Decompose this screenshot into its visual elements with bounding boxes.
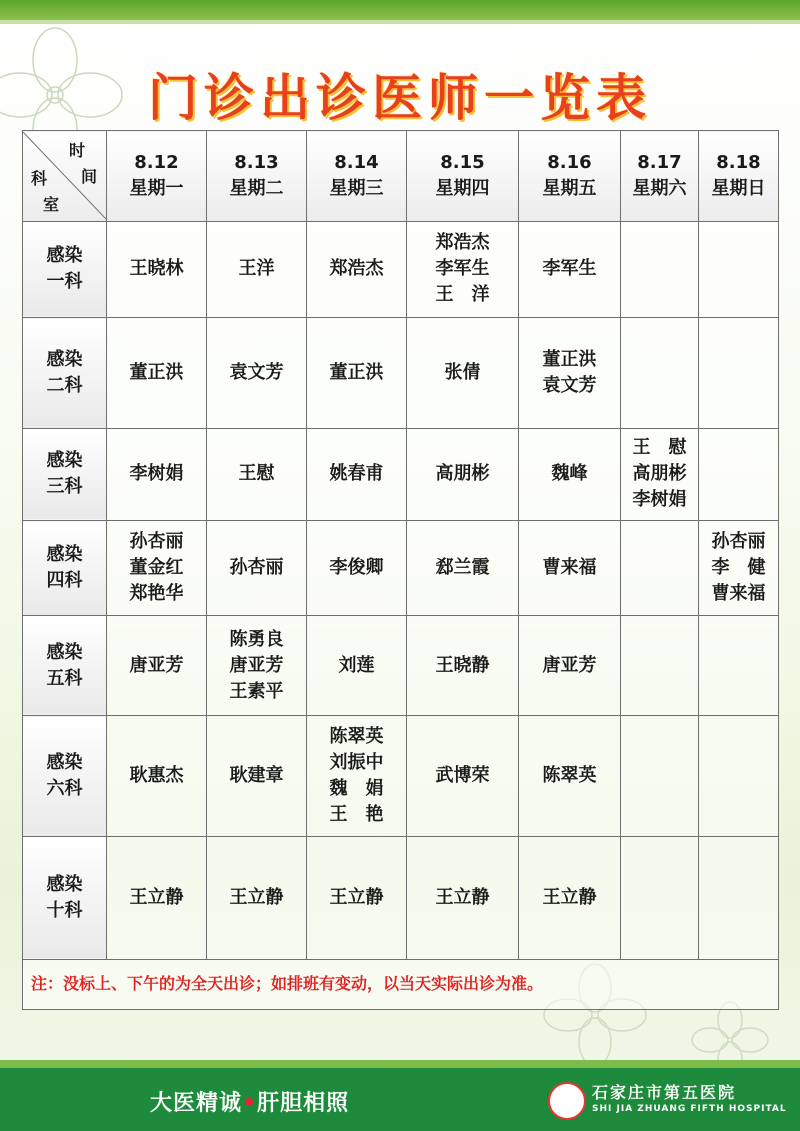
doctor-name: 王立静 [329,886,384,908]
doctor-cell [207,428,307,521]
doctor-name: 王 慰 [632,437,687,459]
doctor-name: 高朋彬 [435,463,490,485]
doctor-cell [107,836,207,959]
doctor-cell [519,428,621,521]
doctor-cell [621,428,699,521]
doctor-cell [699,716,779,837]
doctor-cell [207,716,307,837]
doctor-name: 王立静 [435,886,490,908]
doctor-cell [407,221,519,318]
doctor-cell [519,716,621,837]
doctor-name: 王立静 [129,886,184,908]
doctor-name: 王立静 [542,886,597,908]
doctor-name: 高朋彬 [632,463,687,485]
doctor-cell [699,836,779,959]
doctor-name: 王 艳 [329,804,384,826]
doctor-cell [621,615,699,716]
doctor-cell [307,521,407,616]
doctor-cell [699,428,779,521]
doctor-cell [107,716,207,837]
doctor-name: 张倩 [444,361,481,383]
doctor-name: 李树娟 [632,489,687,511]
doctor-cell [699,615,779,716]
schedule-row [23,716,779,837]
doctor-name: 陈翠英 [329,726,384,748]
doctor-name: 姚春甫 [329,463,384,485]
date-header: 8.12 星期一 [107,131,207,222]
doctor-cell [107,428,207,521]
doctor-cell [407,615,519,716]
doctor-name: 袁文芳 [542,374,597,396]
corner-time-label-2: 间 [81,166,98,186]
doctor-name: 郑浩杰 [329,258,384,280]
doctor-cell [307,428,407,521]
date-header: 8.15 星期四 [407,131,519,222]
doctor-cell [519,521,621,616]
corner-time-label: 时 [69,140,86,160]
hospital-slogan [150,1086,349,1117]
date-header: 8.18 星期日 [699,131,779,222]
doctor-name: 孙杏丽 [229,556,284,578]
schedule-row [23,221,779,318]
doctor-name: 唐亚芳 [129,654,184,676]
doctor-cell [407,716,519,837]
doctor-name: 王 洋 [435,284,490,306]
dept-cell: 感染 一科 [23,221,107,318]
doctor-name: 郄兰霞 [435,556,490,578]
doctor-name: 董金红 [129,556,184,578]
doctor-name: 李军生 [542,258,597,280]
doctor-cell [519,836,621,959]
doctor-cell [699,521,779,616]
doctor-cell [407,318,519,429]
doctor-cell [207,521,307,616]
top-stripe [0,0,800,20]
doctor-cell [307,221,407,318]
doctor-name: 王立静 [229,886,284,908]
doctor-name: 曹来福 [711,582,766,604]
doctor-cell [307,318,407,429]
hospital-name: 石家庄市第五医院 [592,1083,737,1102]
footer-stripe [0,1060,800,1068]
doctor-name: 王晓林 [129,258,184,280]
slogan-dot: • [242,1091,258,1116]
schedule-row [23,521,779,616]
hospital-name-en: SHI JIA ZHUANG FIFTH HOSPITAL [592,1104,787,1114]
date-header: 8.14 星期三 [307,131,407,222]
doctor-cell [621,836,699,959]
doctor-cell [699,221,779,318]
doctor-name: 孙杏丽 [129,530,184,552]
dept-cell: 感染 十科 [23,836,107,959]
doctor-name: 王慰 [238,463,275,485]
date-header: 8.16 星期五 [519,131,621,222]
doctor-name: 李 健 [711,556,766,578]
doctor-name: 袁文芳 [229,361,284,383]
doctor-cell [107,318,207,429]
dept-cell: 感染 二科 [23,318,107,429]
doctor-name: 唐亚芳 [542,654,597,676]
doctor-name: 王晓静 [435,654,490,676]
doctor-cell [407,521,519,616]
doctor-cell [107,521,207,616]
doctor-name: 李树娟 [129,463,184,485]
corner-dept-label-2: 室 [43,194,60,214]
schedule-table [22,130,779,1010]
note-row [23,959,779,1009]
doctor-cell [519,318,621,429]
doctor-name: 董正洪 [542,348,597,370]
doctor-cell [621,318,699,429]
doctor-cell [307,716,407,837]
doctor-cell [621,521,699,616]
header-row [23,131,779,222]
doctor-name: 陈翠英 [542,765,597,787]
doctor-name: 王洋 [238,258,275,280]
date-header: 8.13 星期二 [207,131,307,222]
doctor-name: 王素平 [229,680,284,702]
schedule-row [23,615,779,716]
doctor-cell [107,615,207,716]
doctor-cell [107,221,207,318]
dept-cell: 感染 六科 [23,716,107,837]
doctor-cell [407,428,519,521]
hospital-logo-icon [548,1082,586,1120]
doctor-name: 董正洪 [329,361,384,383]
doctor-name: 郑艳华 [129,582,184,604]
doctor-name: 李俊卿 [329,556,384,578]
doctor-name: 唐亚芳 [229,654,284,676]
dept-cell: 感染 四科 [23,521,107,616]
dept-cell: 感染 三科 [23,428,107,521]
doctor-name: 刘振中 [329,752,384,774]
corner-dept-label: 科 [31,168,48,188]
doctor-name: 陈勇良 [229,628,284,650]
doctor-cell [207,836,307,959]
doctor-cell [207,221,307,318]
doctor-name: 郑浩杰 [435,232,490,254]
slogan-part-b: 肝胆相照 [257,1091,350,1116]
schedule-note: 注：没标上、下午的为全天出诊；如排班有变动，以当天实际出诊为准。 [23,959,779,1009]
corner-header [23,131,107,222]
doctor-cell [519,615,621,716]
doctor-name: 李军生 [435,258,490,280]
dept-cell: 感染 五科 [23,615,107,716]
doctor-name: 魏 娟 [329,778,384,800]
doctor-cell [307,836,407,959]
date-header: 8.17 星期六 [621,131,699,222]
doctor-cell [307,615,407,716]
doctor-name: 魏峰 [551,463,588,485]
doctor-name: 曹来福 [542,556,597,578]
doctor-cell [621,221,699,318]
doctor-name: 耿惠杰 [129,765,184,787]
doctor-cell [621,716,699,837]
doctor-name: 刘莲 [338,654,375,676]
page-title: 门诊出诊医师一览表 [148,69,652,127]
schedule-row [23,318,779,429]
slogan-part-a: 大医精诚 [150,1091,243,1116]
doctor-cell [699,318,779,429]
schedule-row [23,428,779,521]
doctor-cell [207,615,307,716]
schedule-row [23,836,779,959]
doctor-name: 武博荣 [435,765,490,787]
doctor-cell [207,318,307,429]
doctor-cell [519,221,621,318]
doctor-cell [407,836,519,959]
doctor-name: 耿建章 [229,765,284,787]
doctor-name: 董正洪 [129,361,184,383]
doctor-name: 孙杏丽 [711,530,766,552]
